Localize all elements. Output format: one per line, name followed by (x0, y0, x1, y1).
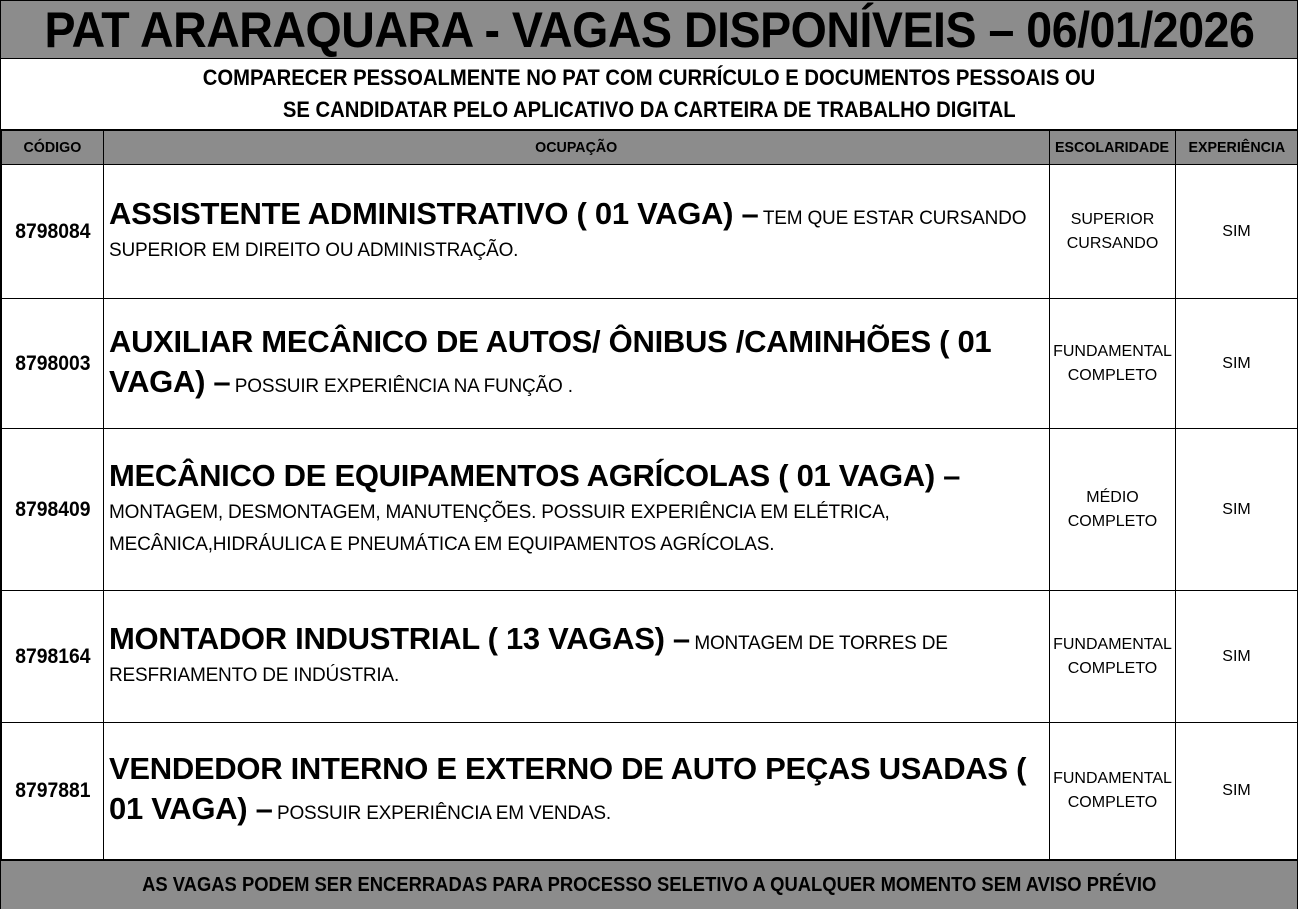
job-occupation (104, 165, 1050, 299)
job-education: FUNDAMENTAL COMPLETO (1050, 723, 1176, 860)
job-experience: SIM (1176, 299, 1298, 429)
job-title: MECÂNICO DE EQUIPAMENTOS AGRÍCOLAS ( 01 VAGA) – (109, 457, 961, 493)
job-code: 8798409 (2, 429, 104, 591)
job-education: SUPERIOR CURSANDO (1050, 165, 1176, 299)
table-header-row (2, 131, 1298, 165)
notice-line-2: SE CANDIDATAR PELO APLICATIVO DA CARTEIRA DE TRABALHO DIGITAL (282, 97, 1016, 122)
application-notice (1, 59, 1297, 130)
page-title-text: PAT ARARAQUARA - VAGAS DISPONÍVEIS – 06/01/2026 (44, 1, 1254, 58)
job-title: MONTADOR INDUSTRIAL ( 13 VAGAS) – (109, 620, 690, 656)
job-code: 8798003 (2, 299, 104, 429)
table-row (2, 429, 1298, 591)
job-title: AUXILIAR MECÂNICO DE AUTOS/ ÔNIBUS /CAMINHÕES ( 01 VAGA) – (109, 323, 992, 399)
job-education: FUNDAMENTAL COMPLETO (1050, 299, 1176, 429)
column-header-occupation: OCUPAÇÃO (104, 131, 1050, 165)
column-header-education: ESCOLARIDADE (1050, 131, 1176, 165)
job-code: 8798164 (2, 591, 104, 723)
job-experience: SIM (1176, 429, 1298, 591)
table-row (2, 165, 1298, 299)
job-occupation (104, 429, 1050, 591)
job-experience: SIM (1176, 591, 1298, 723)
job-occupation (104, 723, 1050, 860)
job-occupation (104, 299, 1050, 429)
notice-line-1: COMPARECER PESSOALMENTE NO PAT COM CURRÍCULO E DOCUMENTOS PESSOAIS OU (202, 65, 1096, 90)
job-occupation (104, 591, 1050, 723)
job-title: ASSISTENTE ADMINISTRATIVO ( 01 VAGA) – (109, 195, 759, 231)
job-description: MONTAGEM, DESMONTAGEM, MANUTENÇÕES. POSSUIR EXPERIÊNCIA EM ELÉTRICA, MECÂNICA,HIDRÁULICA E PNEUMÁTICA EM EQUIPAMENTOS AGRÍCOLAS. (109, 501, 890, 555)
closing-notice (1, 860, 1297, 909)
job-description: POSSUIR EXPERIÊNCIA EM VENDAS. (277, 803, 611, 824)
job-description: TEM QUE ESTAR CURSANDO SUPERIOR EM DIREITO OU ADMINISTRAÇÃO. (109, 207, 1027, 261)
job-experience: SIM (1176, 723, 1298, 860)
job-experience: SIM (1176, 165, 1298, 299)
job-education: FUNDAMENTAL COMPLETO (1050, 591, 1176, 723)
table-row (2, 591, 1298, 723)
footer-text: AS VAGAS PODEM SER ENCERRADAS PARA PROCESSO SELETIVO A QUALQUER MOMENTO SEM AVISO PRÉVIO (141, 873, 1157, 896)
page-title (1, 1, 1297, 59)
table-row (2, 299, 1298, 429)
vacancies-table (1, 130, 1298, 860)
job-code: 8798084 (2, 165, 104, 299)
job-description: MONTAGEM DE TORRES DE RESFRIAMENTO DE INDÚSTRIA. (109, 632, 948, 686)
table-row (2, 723, 1298, 860)
job-education: MÉDIO COMPLETO (1050, 429, 1176, 591)
column-header-code: CÓDIGO (2, 131, 104, 165)
job-title: VENDEDOR INTERNO E EXTERNO DE AUTO PEÇAS USADAS ( 01 VAGA) – (109, 751, 1027, 826)
job-description: POSSUIR EXPERIÊNCIA NA FUNÇÃO . (234, 375, 573, 397)
column-header-experience: EXPERIÊNCIA (1176, 131, 1298, 165)
job-code: 8797881 (2, 723, 104, 860)
